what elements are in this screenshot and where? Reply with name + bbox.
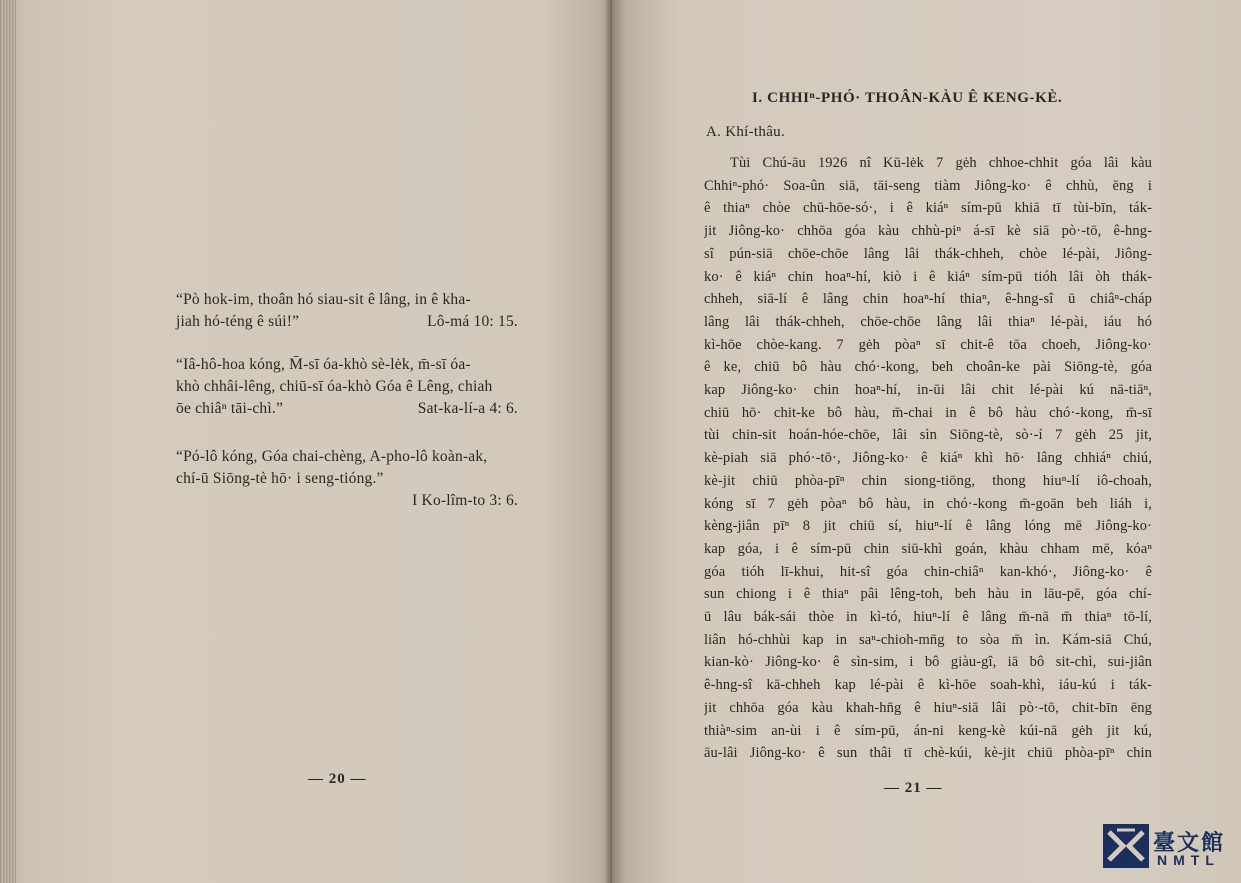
quote-reference: Sat-ka-lí-a 4: 6. — [417, 400, 518, 417]
paragraph-line: Tùi Chú-āu 1926 nî Kū-lėk 7 gėh chhoe-chhit góa lâi kàu — [730, 155, 1152, 171]
paragraph-line: āu-lâi Jiông-ko· ê sun thâi tī chè-kúi, kè-jit chiū phòa-pīⁿ chin — [704, 745, 1152, 762]
paragraph-line: kóng sī 7 gėh pòaⁿ bô hàu, in chó·-kong m̄-goān beh liáh i, — [704, 495, 1152, 512]
paragraph-line: ê ke, chiū bô hàu chó·-kong, beh choân-ke pài Siōng-tè, góa — [704, 359, 1152, 376]
paragraph-line: kap góa, i ê sím-pū chin siū-khì goán, khàu chham mē, kóaⁿ — [704, 540, 1152, 557]
quote-line-text: ōe chiâⁿ tāi-chì.” — [176, 400, 284, 417]
paragraph-line: jit Jiông-ko· chhōa góa kàu chhù-piⁿ á-sī kè siā pò·-tō, ê-hng- — [704, 223, 1152, 240]
paragraph-line: jit chhōa góa kàu khah-hn̄g ê hiuⁿ-siā lâi pò·-tō, chit-bīn ēng — [704, 699, 1152, 716]
quote-line: chí-ū Siōng-tè hō· i seng-tióng.” — [176, 470, 384, 487]
paragraph-line: kè-piah siā phó·-tō·, Jiông-ko· ê kiáⁿ khì hō· lâng chhiáⁿ chiú, — [704, 450, 1152, 467]
paragraph-line: ê thiaⁿ chòe chū-hōe-só·, i ê kiáⁿ sím-pū khiā tī tùi-bīn, ták- — [704, 200, 1152, 217]
quote-line-text: jiah hó-téng ê súi!” — [176, 313, 300, 330]
nmtl-logo — [1103, 824, 1233, 876]
chapter-heading: I. CHHIⁿ-PHÓ· THOÂN-KÀU Ê KENG-KÈ. — [752, 90, 1063, 106]
paragraph-line: Chhiⁿ-phó· Soa-ûn siā, tāi-seng tiàm Jiông-ko· ê chhù, ēng i — [704, 177, 1152, 194]
paragraph-line: chheh, siā-lí ê lâng chin hoaⁿ-hí thiaⁿ, ê-hng-sî ū chiâⁿ-cháp — [704, 291, 1152, 308]
paragraph-line: sun chiong i ê thiaⁿ pâi lêng-toh, beh hàu in lāu-pē, góa chí- — [704, 586, 1152, 603]
quote-line — [176, 398, 518, 420]
paragraph-line: chiū hō· chit-ke bô hàu, m̄-chai in ê bô hàu chó·-kong, m̄-sī — [704, 404, 1152, 421]
paragraph-line: ū lâu bák-sái thòe in kì-tó, hiuⁿ-lí ê lâng m̄-nā m̄ thiaⁿ tō-lí, — [704, 609, 1152, 626]
paragraph-line: sî pún-siā chōe-chōe lâng lâi thák-chheh, chòe lé-pài, Jiông- — [704, 245, 1152, 262]
logo-english-text: NMTL — [1157, 852, 1220, 868]
body-paragraph — [704, 152, 1152, 765]
quote-romans — [176, 289, 518, 333]
quote-corinthians — [176, 446, 518, 512]
paragraph-line: kap Jiông-ko· chin hoaⁿ-hí, in-ūi lâi chit lé-pài kú nā-tiāⁿ, — [704, 382, 1152, 399]
quote-reference: I Ko-lîm-to 3: 6. — [412, 492, 518, 509]
page-edge-lines — [0, 0, 16, 883]
left-page — [0, 0, 612, 883]
quote-zechariah — [176, 354, 518, 420]
paragraph-line: lâng lâi thák-chheh, chōe-chōe lâng lâi thiaⁿ lé-pài, iáu hó — [704, 313, 1152, 330]
logo-chinese-text: 臺文館 — [1153, 830, 1226, 856]
quote-line: “Iâ-hô-hoa kóng, M̄-sī óa-khò sè-lėk, m̄-sī óa- — [176, 356, 471, 373]
paragraph-line: liân hó-chhùi kap in saⁿ-chioh-mn̄g to sòa m̄ ìn. Kám-siā Chú, — [704, 631, 1152, 648]
paragraph-line: ê-hng-sî kā-chheh kap lé-pài ê kì-hōe soah-khì, iáu-kú i ták- — [704, 677, 1152, 694]
quote-line: “Pó-lô kóng, Góa chai-chèng, A-pho-lô koàn-ak, — [176, 448, 488, 465]
page-number-right: — 21 — — [884, 780, 943, 796]
paragraph-line: tùi chin-sit hoán-hóe-chōe, lâi sìn Siōng-tè, sò·-í 7 gėh 25 jit, — [704, 427, 1152, 444]
paragraph-line: thiàⁿ-sim an-ùi i ê sím-pū, án-ni keng-kè kúi-nā gėh jit kú, — [704, 722, 1152, 739]
paragraph-line: ko· ê kiáⁿ chin hoaⁿ-hí, kiò i ê kiáⁿ sím-pū tióh lâi òh thák- — [704, 268, 1152, 285]
paragraph-line: kè-jit chiū phòa-pīⁿ chin siong-tiōng, thong hiuⁿ-lí iô-choah, — [704, 472, 1152, 489]
section-subheading: A. Khí-thâu. — [706, 124, 786, 140]
quote-line: khò chhâi-lêng, chiū-sī óa-khò Góa ê Lêng, chiah — [176, 378, 493, 395]
page-number-left: — 20 — — [308, 771, 367, 787]
paragraph-line: góa tióh lī-khui, hit-sî góa chin-chiâⁿ kan-khó·, Jiông-ko· ê — [704, 563, 1152, 580]
quote-reference: Lô-má 10: 15. — [427, 313, 518, 330]
nmtl-logo-icon — [1103, 824, 1149, 868]
paragraph-line: kian-kò· Jiông-ko· ê sìn-sim, i bô giàu-gî, iā bô sit-chì, sui-jiân — [704, 654, 1152, 671]
quote-line: “Pò hok-im, thoân hó siau-sit ê lâng, in ê kha- — [176, 291, 471, 308]
paragraph-line: kèng-jiân pīⁿ 8 jit chiū sí, hiuⁿ-lí ê lâng lóng mē Jiông-ko· — [704, 518, 1152, 535]
quote-line — [176, 311, 518, 333]
paragraph-line: kì-hōe chòe-kang. 7 gėh pòaⁿ sī chit-ê tōa choeh, Jiông-ko· — [704, 336, 1152, 353]
